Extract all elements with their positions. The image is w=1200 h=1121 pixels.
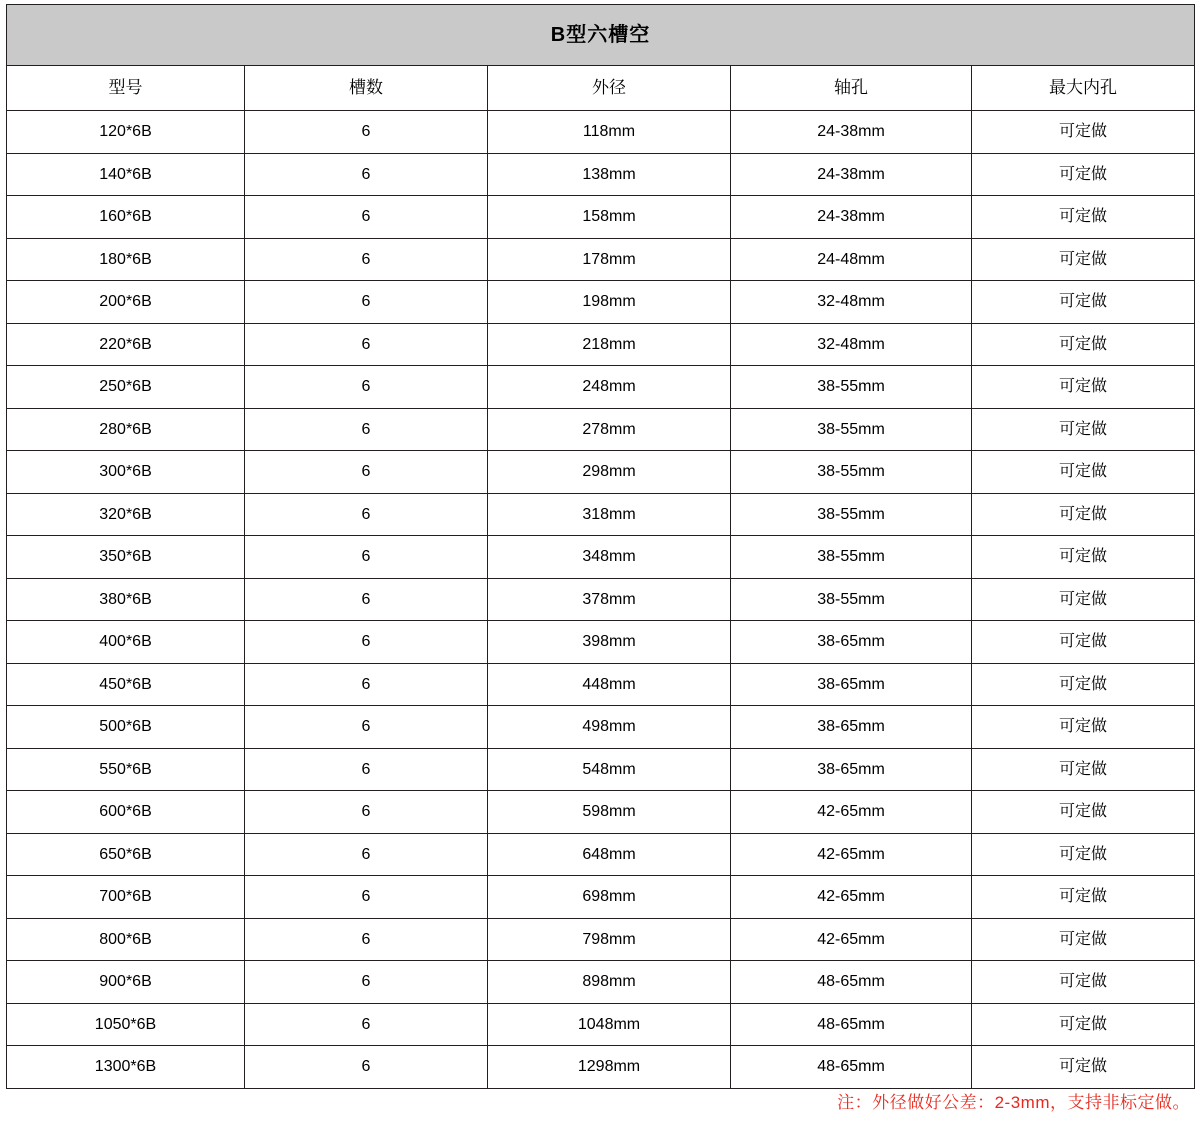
cell-max-inner-hole: 可定做 bbox=[972, 408, 1195, 451]
cell-shaft-hole: 24-38mm bbox=[731, 196, 972, 239]
cell-model: 350*6B bbox=[7, 536, 245, 579]
cell-outer-diameter: 138mm bbox=[488, 153, 731, 196]
cell-outer-diameter: 298mm bbox=[488, 451, 731, 494]
cell-model: 300*6B bbox=[7, 451, 245, 494]
cell-shaft-hole: 38-55mm bbox=[731, 451, 972, 494]
cell-outer-diameter: 198mm bbox=[488, 281, 731, 324]
cell-shaft-hole: 32-48mm bbox=[731, 281, 972, 324]
table-row bbox=[7, 281, 1195, 324]
cell-shaft-hole: 48-65mm bbox=[731, 961, 972, 1004]
cell-groove-count: 6 bbox=[245, 366, 488, 409]
footnote: 注：外径做好公差：2-3mm，支持非标定做。 bbox=[837, 1093, 1190, 1112]
cell-model: 650*6B bbox=[7, 833, 245, 876]
column-header-groove-count: 槽数 bbox=[245, 66, 488, 111]
cell-groove-count: 6 bbox=[245, 196, 488, 239]
cell-max-inner-hole: 可定做 bbox=[972, 238, 1195, 281]
cell-max-inner-hole: 可定做 bbox=[972, 196, 1195, 239]
cell-model: 500*6B bbox=[7, 706, 245, 749]
table-row bbox=[7, 961, 1195, 1004]
table-row bbox=[7, 833, 1195, 876]
cell-outer-diameter: 378mm bbox=[488, 578, 731, 621]
cell-max-inner-hole: 可定做 bbox=[972, 536, 1195, 579]
table-title-row bbox=[7, 5, 1195, 66]
cell-groove-count: 6 bbox=[245, 1003, 488, 1046]
table-row bbox=[7, 578, 1195, 621]
cell-groove-count: 6 bbox=[245, 238, 488, 281]
table-row bbox=[7, 918, 1195, 961]
cell-model: 1300*6B bbox=[7, 1046, 245, 1089]
cell-model: 380*6B bbox=[7, 578, 245, 621]
cell-model: 200*6B bbox=[7, 281, 245, 324]
cell-model: 450*6B bbox=[7, 663, 245, 706]
table-row bbox=[7, 153, 1195, 196]
cell-shaft-hole: 38-65mm bbox=[731, 621, 972, 664]
table-row bbox=[7, 408, 1195, 451]
cell-model: 800*6B bbox=[7, 918, 245, 961]
cell-shaft-hole: 38-65mm bbox=[731, 663, 972, 706]
cell-shaft-hole: 42-65mm bbox=[731, 918, 972, 961]
table-row bbox=[7, 663, 1195, 706]
cell-groove-count: 6 bbox=[245, 323, 488, 366]
cell-groove-count: 6 bbox=[245, 153, 488, 196]
cell-groove-count: 6 bbox=[245, 918, 488, 961]
cell-groove-count: 6 bbox=[245, 281, 488, 324]
cell-shaft-hole: 38-55mm bbox=[731, 366, 972, 409]
cell-model: 600*6B bbox=[7, 791, 245, 834]
cell-outer-diameter: 598mm bbox=[488, 791, 731, 834]
cell-max-inner-hole: 可定做 bbox=[972, 1003, 1195, 1046]
cell-outer-diameter: 1048mm bbox=[488, 1003, 731, 1046]
cell-outer-diameter: 158mm bbox=[488, 196, 731, 239]
table-row bbox=[7, 1003, 1195, 1046]
cell-max-inner-hole: 可定做 bbox=[972, 833, 1195, 876]
cell-groove-count: 6 bbox=[245, 961, 488, 1004]
cell-model: 700*6B bbox=[7, 876, 245, 919]
cell-shaft-hole: 38-55mm bbox=[731, 578, 972, 621]
specification-table bbox=[6, 4, 1195, 1089]
cell-groove-count: 6 bbox=[245, 536, 488, 579]
cell-max-inner-hole: 可定做 bbox=[972, 281, 1195, 324]
cell-max-inner-hole: 可定做 bbox=[972, 961, 1195, 1004]
cell-groove-count: 6 bbox=[245, 1046, 488, 1089]
cell-max-inner-hole: 可定做 bbox=[972, 111, 1195, 154]
cell-shaft-hole: 42-65mm bbox=[731, 876, 972, 919]
table-row bbox=[7, 621, 1195, 664]
cell-outer-diameter: 548mm bbox=[488, 748, 731, 791]
table-row bbox=[7, 536, 1195, 579]
cell-shaft-hole: 42-65mm bbox=[731, 791, 972, 834]
table-row bbox=[7, 323, 1195, 366]
cell-outer-diameter: 898mm bbox=[488, 961, 731, 1004]
cell-model: 320*6B bbox=[7, 493, 245, 536]
cell-shaft-hole: 38-55mm bbox=[731, 408, 972, 451]
table-title: B型六槽空 bbox=[7, 5, 1195, 66]
cell-shaft-hole: 24-38mm bbox=[731, 111, 972, 154]
cell-shaft-hole: 48-65mm bbox=[731, 1003, 972, 1046]
cell-groove-count: 6 bbox=[245, 876, 488, 919]
cell-groove-count: 6 bbox=[245, 578, 488, 621]
cell-outer-diameter: 1298mm bbox=[488, 1046, 731, 1089]
table-header-row bbox=[7, 66, 1195, 111]
cell-max-inner-hole: 可定做 bbox=[972, 706, 1195, 749]
column-header-shaft-hole: 轴孔 bbox=[731, 66, 972, 111]
cell-shaft-hole: 38-55mm bbox=[731, 493, 972, 536]
cell-outer-diameter: 698mm bbox=[488, 876, 731, 919]
cell-max-inner-hole: 可定做 bbox=[972, 663, 1195, 706]
cell-max-inner-hole: 可定做 bbox=[972, 918, 1195, 961]
cell-model: 250*6B bbox=[7, 366, 245, 409]
column-header-model: 型号 bbox=[7, 66, 245, 111]
cell-model: 180*6B bbox=[7, 238, 245, 281]
cell-outer-diameter: 648mm bbox=[488, 833, 731, 876]
cell-shaft-hole: 38-65mm bbox=[731, 748, 972, 791]
cell-groove-count: 6 bbox=[245, 748, 488, 791]
table-row bbox=[7, 1046, 1195, 1089]
cell-groove-count: 6 bbox=[245, 408, 488, 451]
column-header-outer-diameter: 外径 bbox=[488, 66, 731, 111]
cell-outer-diameter: 498mm bbox=[488, 706, 731, 749]
cell-outer-diameter: 348mm bbox=[488, 536, 731, 579]
table-row bbox=[7, 493, 1195, 536]
cell-model: 280*6B bbox=[7, 408, 245, 451]
cell-shaft-hole: 48-65mm bbox=[731, 1046, 972, 1089]
table-row bbox=[7, 706, 1195, 749]
cell-max-inner-hole: 可定做 bbox=[972, 153, 1195, 196]
table-row bbox=[7, 238, 1195, 281]
cell-max-inner-hole: 可定做 bbox=[972, 366, 1195, 409]
table-row bbox=[7, 876, 1195, 919]
cell-outer-diameter: 248mm bbox=[488, 366, 731, 409]
cell-groove-count: 6 bbox=[245, 833, 488, 876]
cell-max-inner-hole: 可定做 bbox=[972, 791, 1195, 834]
cell-groove-count: 6 bbox=[245, 621, 488, 664]
cell-groove-count: 6 bbox=[245, 706, 488, 749]
cell-max-inner-hole: 可定做 bbox=[972, 451, 1195, 494]
cell-model: 1050*6B bbox=[7, 1003, 245, 1046]
table-row bbox=[7, 451, 1195, 494]
cell-max-inner-hole: 可定做 bbox=[972, 876, 1195, 919]
table-body bbox=[7, 5, 1195, 1089]
cell-outer-diameter: 798mm bbox=[488, 918, 731, 961]
table-row bbox=[7, 111, 1195, 154]
cell-groove-count: 6 bbox=[245, 111, 488, 154]
cell-max-inner-hole: 可定做 bbox=[972, 748, 1195, 791]
cell-model: 550*6B bbox=[7, 748, 245, 791]
cell-shaft-hole: 38-55mm bbox=[731, 536, 972, 579]
cell-outer-diameter: 318mm bbox=[488, 493, 731, 536]
cell-outer-diameter: 178mm bbox=[488, 238, 731, 281]
cell-max-inner-hole: 可定做 bbox=[972, 578, 1195, 621]
cell-shaft-hole: 38-65mm bbox=[731, 706, 972, 749]
cell-groove-count: 6 bbox=[245, 451, 488, 494]
column-header-max-inner-hole: 最大内孔 bbox=[972, 66, 1195, 111]
cell-model: 120*6B bbox=[7, 111, 245, 154]
cell-model: 220*6B bbox=[7, 323, 245, 366]
cell-shaft-hole: 42-65mm bbox=[731, 833, 972, 876]
cell-outer-diameter: 218mm bbox=[488, 323, 731, 366]
cell-model: 160*6B bbox=[7, 196, 245, 239]
cell-outer-diameter: 448mm bbox=[488, 663, 731, 706]
table-row bbox=[7, 196, 1195, 239]
cell-groove-count: 6 bbox=[245, 663, 488, 706]
cell-model: 140*6B bbox=[7, 153, 245, 196]
cell-max-inner-hole: 可定做 bbox=[972, 323, 1195, 366]
cell-max-inner-hole: 可定做 bbox=[972, 621, 1195, 664]
cell-outer-diameter: 278mm bbox=[488, 408, 731, 451]
table-row bbox=[7, 748, 1195, 791]
table-row bbox=[7, 791, 1195, 834]
cell-groove-count: 6 bbox=[245, 493, 488, 536]
cell-model: 400*6B bbox=[7, 621, 245, 664]
table-row bbox=[7, 366, 1195, 409]
cell-max-inner-hole: 可定做 bbox=[972, 493, 1195, 536]
cell-model: 900*6B bbox=[7, 961, 245, 1004]
cell-shaft-hole: 24-38mm bbox=[731, 153, 972, 196]
cell-groove-count: 6 bbox=[245, 791, 488, 834]
cell-max-inner-hole: 可定做 bbox=[972, 1046, 1195, 1089]
spec-sheet bbox=[0, 4, 1200, 1121]
cell-shaft-hole: 24-48mm bbox=[731, 238, 972, 281]
cell-outer-diameter: 118mm bbox=[488, 111, 731, 154]
cell-outer-diameter: 398mm bbox=[488, 621, 731, 664]
cell-shaft-hole: 32-48mm bbox=[731, 323, 972, 366]
